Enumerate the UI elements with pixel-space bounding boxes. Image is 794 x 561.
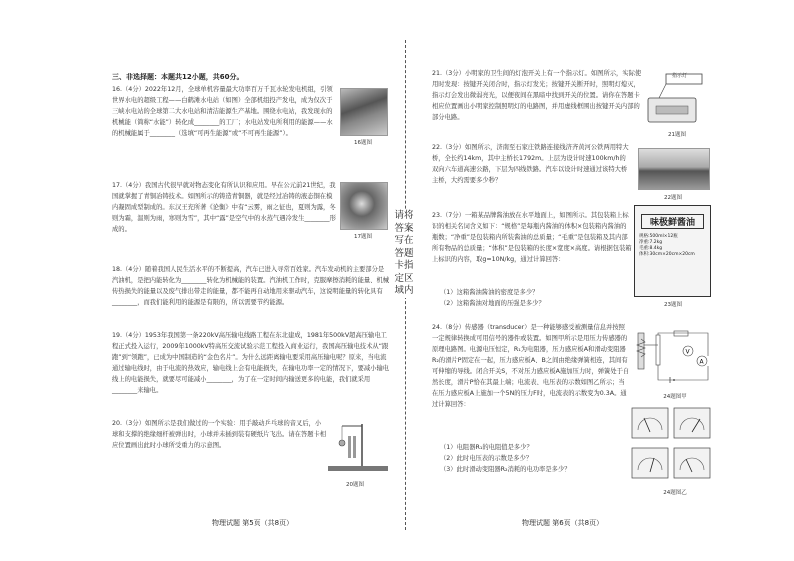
figure-20-caption: 20题图 [346, 482, 364, 488]
figure-24a-circuit [630, 325, 712, 390]
question-24: 24.（8分）传感器（transducer）是一种能够感受被测量信息并按照一定规律转换成可用信号的器件或装置。如图甲所示是用压力传感器的原理电路图。电源电压恒定，R₁为电阻器，压力感应板A和滑动变阻器R₂的滑片P固定在一起，压力感应板A、B之间由绝缘弹簧相连，其间有可伸缩的导线。闭合开关S，不对压力感应板A施加压力时，弹簧处于自然长度，滑片P恰在其最上端；电流表、电压表的示数如图乙所示；当在压力感应板A上施加一个5N的压力F时，电流表的示数变为0.3A。通过计算回答： [432, 324, 630, 408]
svg-text:V: V [685, 348, 690, 356]
box-gross-weight: 毛重:8.4kg [639, 246, 663, 251]
question-23-sub-1: （1）这箱酱油酱油的密度是多少？ [440, 289, 539, 296]
question-20: 20.（3分）如图所示是我们做过的一个实验：用手敲动乒乓球的音叉后，小球和支撑的绝缘细杆被弹出时，小球并未插到装有硬纸片飞出。请在答题卡相应位置画出此时小球所受重力的示意图。 [112, 420, 327, 449]
question-22: 22.（3分）如图所示，济南至石家庄铁路连接线济齐黄河公铁两用特大桥，全长约14km，其中主桥长1792m。上层为设计时速100km/h的双向六车道高速公路，下层为四线铁路。汽车以设计时速通过该特大桥主桥，大约需要多少秒？ [432, 144, 629, 184]
figure-17-caption: 17题图 [354, 234, 372, 240]
section-title: 三、非选择题：本题共12小题，共60分。 [112, 73, 244, 81]
question-16: 16.（4分）2022年12月，全球单机容量最大功率百万千瓦水轮发电机组，引领世界水电的超级工程——白鹤滩水电站（如图）全部机组投产发电，成为仅次于三峡水电站的全球第二大水电站和清洁能源生产基地。围绕水电站，我发现水的机械能（简称“水能”）转化成________的工厂；水电站发电所利用的能源——水的机械能属于________（选填“可再生能源”或“不可再生能源”）。 [112, 86, 333, 137]
svg-text:A: A [699, 358, 704, 366]
box-title: 味极鲜酱油 [641, 214, 704, 229]
figure-24b-meters [630, 404, 712, 486]
question-21: 21.（3分）小明家的卫生间的灯泡开关上有一个指示灯。如图所示，实际使用时发现：按键开关闭合时，指示灯发光；按键开关断开时，照明灯熄灭，指示灯会发出微弱亮光，以便夜间在黑暗中找到开关的位置。请你在答题卡相应位置画出小明家控制照明灯的电路图，并用虚线框围出按键开关内部的部分电路。 [432, 70, 642, 121]
box-volume: 体积:30cm×20cm×20cm [639, 252, 695, 257]
figure-21-caption: 21题图 [668, 132, 686, 138]
figure-22-caption: 22题图 [664, 195, 682, 201]
question-17: 17.（4分）我国古代很早就对物态变化有所认识和应用。早在公元前21世纪，我国就掌握了青铜冶铸技术。如图所示的铸造青铜器，就是经过冶铸的液态铜在模内凝固成型制成的。东汉王充所著《论衡》中有“云雾，雨之征也，夏则为露，冬则为霜，温则为雨，寒则为雪”，其中“露”是空气中的水蒸气遇冷发生________形成的。 [112, 182, 336, 233]
figure-23-soy-sauce-box [634, 205, 711, 297]
figure-17-bronze-photo [340, 182, 388, 230]
question-19: 19.（4分）1953年我国第一条220kV高压输电线路工程在东北建成，1981年500kV超高压输电工程正式投入运行，2009年1000kV特高压交流试验示范工程投入商业运行，我国高压输电技术从“跟跑”到“领跑”，已成为中国制造的“金色名片”。为什么远距离输电要采用高压输电呢？原来，当电流通过输电线时，由于电流的热效应，输电线上会有电能损失，在输电功率一定的情况下，要减小输电线上的电能损失，就要尽可能减小________，为了在一定时间内输送更多的电能，我们就采用________来输电。 [112, 332, 390, 394]
question-23: 23.（7分）一箱某品牌酱油放在水平地面上，如图所示。其包装箱上标识的相关名词含义如下：“规格”是每瓶内酱油的体积×包装箱内酱油的瓶数；“净重”是包装箱内所装酱油的总质量；“毛重”是包装箱及其内部所有物品的总质量；“体积”是包装箱的长度×宽度×高度。请根据包装箱上标识的内容，取g=10N/kg，通过计算回答： [432, 212, 632, 263]
question-24-sub-3: （3）此时滑动变阻器R₂消耗的电功率是多少？ [440, 466, 571, 473]
figure-24a-caption: 24题图甲 [663, 394, 687, 400]
figure-16-dam-photo [340, 88, 388, 136]
vertical-notice: 请将答案写在答题卡指定区域内 [394, 210, 414, 296]
box-spec: 规格:500ml×12瓶 [639, 234, 678, 239]
right-page-footer: 物理试题 第6页（共8页） [522, 519, 604, 527]
figure-16-caption: 16题图 [354, 140, 372, 146]
figure-20-tuning-fork-setup [320, 418, 395, 478]
question-18: 18.（4分）随着我国人民生活水平的不断提高，汽车已进入寻常百姓家。汽车发动机的主要部分是汽油机，是把内能转化为________转化为机械能的装置。汽油机工作时，克服摩擦消耗的能量、机械传热损失的能量以及废气排出带走的能量，都不能再自动地用来驱动汽车，这说明能量的转化具有________，而我们能利用的能源是有限的，所以需要节约能源。 [112, 266, 390, 306]
figure-22-bridge-photo [638, 148, 710, 190]
question-24-sub-1: （1）电阻器R₁的电阻值是多少？ [440, 444, 533, 451]
question-24-sub-2: （2）此时电压表的示数是多少？ [440, 455, 533, 462]
figure-21-indicator-label: 指示灯 [672, 73, 688, 79]
left-page-footer: 物理试题 第5页（共8页） [212, 519, 294, 527]
box-net-weight: 净重:7.2kg [639, 240, 663, 245]
question-23-sub-2: （2）这箱酱油对地面的压强是多少？ [440, 300, 545, 307]
figure-23-caption: 23题图 [664, 302, 682, 308]
figure-24b-caption: 24题图乙 [663, 490, 687, 496]
right-page [412, 0, 794, 561]
